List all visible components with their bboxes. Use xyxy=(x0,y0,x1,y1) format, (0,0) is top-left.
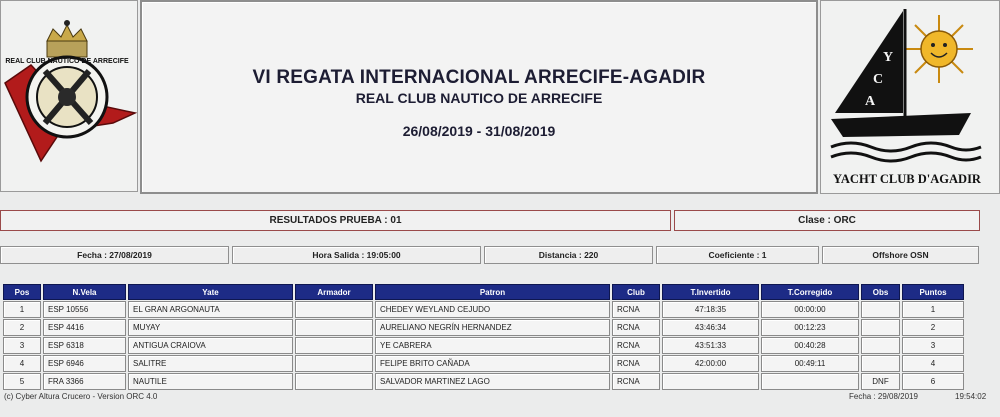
regatta-dates: 26/08/2019 - 31/08/2019 xyxy=(402,123,556,139)
start-date-field xyxy=(0,246,229,264)
cell-owner xyxy=(295,355,373,372)
right-logo-panel xyxy=(820,0,1000,194)
coefficient-field xyxy=(656,246,819,264)
cell-sail-number: ESP 4416 xyxy=(43,319,126,336)
cell-corrected-time: 00:49:11 xyxy=(761,355,859,372)
start-date: Fecha : 27/08/2019 xyxy=(77,250,152,260)
cell-corrected-time: 00:40:28 xyxy=(761,337,859,354)
col-header-elapsed-time[interactable]: T.Invertido xyxy=(662,284,759,300)
cell-corrected-time xyxy=(761,373,859,390)
prueba-label: RESULTADOS PRUEBA : 01 xyxy=(269,215,402,226)
club-name: REAL CLUB NAUTICO DE ARRECIFE xyxy=(355,90,603,106)
class-label: Clase : ORC xyxy=(798,215,856,226)
col-header-corrected-time[interactable]: T.Corregido xyxy=(761,284,859,300)
yacht-club-name: YACHT CLUB D'AGADIR xyxy=(833,172,981,186)
cell-pos: 4 xyxy=(3,355,41,372)
footer-date: Fecha : 29/08/2019 xyxy=(849,392,918,401)
table-row[interactable] xyxy=(3,373,964,390)
cell-sail-number: ESP 6318 xyxy=(43,337,126,354)
distance-field xyxy=(484,246,653,264)
regatta-title-panel xyxy=(140,0,818,194)
result-heading xyxy=(0,210,671,231)
col-header-pos[interactable]: Pos xyxy=(3,284,41,300)
cell-yacht: NAUTILE xyxy=(128,373,293,390)
coefficient: Coeficiente : 1 xyxy=(708,250,767,260)
table-row[interactable] xyxy=(3,355,964,372)
table-row[interactable] xyxy=(3,319,964,336)
cell-obs: DNF xyxy=(861,373,900,390)
sail-letter: A xyxy=(865,94,876,109)
cell-pos: 3 xyxy=(3,337,41,354)
cell-pos: 5 xyxy=(3,373,41,390)
cell-yacht: MUYAY xyxy=(128,319,293,336)
cell-points: 4 xyxy=(902,355,964,372)
cell-skipper: SALVADOR MARTINEZ LAGO xyxy=(375,373,610,390)
cell-obs xyxy=(861,355,900,372)
cell-club: RCNA xyxy=(612,373,660,390)
table-row[interactable] xyxy=(3,301,964,318)
cell-yacht: SALITRE xyxy=(128,355,293,372)
col-header-owner[interactable]: Armador xyxy=(295,284,373,300)
cell-owner xyxy=(295,301,373,318)
table-header-row xyxy=(3,284,964,300)
cell-corrected-time: 00:12:23 xyxy=(761,319,859,336)
regatta-title: VI REGATA INTERNACIONAL ARRECIFE-AGADIR xyxy=(252,67,706,88)
cell-club: RCNA xyxy=(612,301,660,318)
cell-club: RCNA xyxy=(612,355,660,372)
cell-yacht: ANTIGUA CRAIOVA xyxy=(128,337,293,354)
sail-letter: Y xyxy=(883,50,894,65)
cell-points: 2 xyxy=(902,319,964,336)
col-header-club[interactable]: Club xyxy=(612,284,660,300)
cell-owner xyxy=(295,337,373,354)
cell-sail-number: ESP 10556 xyxy=(43,301,126,318)
cell-points: 6 xyxy=(902,373,964,390)
cell-points: 1 xyxy=(902,301,964,318)
cell-owner xyxy=(295,319,373,336)
offshore-field xyxy=(822,246,979,264)
cell-club: RCNA xyxy=(612,337,660,354)
class-heading xyxy=(674,210,980,231)
ring-text: REAL CLUB NAUTICO DE ARRECIFE xyxy=(5,58,129,65)
cell-pos: 2 xyxy=(3,319,41,336)
start-time-field xyxy=(232,246,481,264)
cell-skipper: CHEDEY WEYLAND CEJUDO xyxy=(375,301,610,318)
col-header-sail-number[interactable]: N.Vela xyxy=(43,284,126,300)
cell-skipper: FELIPE BRITO CAÑADA xyxy=(375,355,610,372)
cell-owner xyxy=(295,373,373,390)
cell-sail-number: ESP 6946 xyxy=(43,355,126,372)
cell-obs xyxy=(861,319,900,336)
sail-letter: C xyxy=(873,72,884,87)
sailboat-sun-icon xyxy=(821,1,999,193)
offshore: Offshore OSN xyxy=(872,250,929,260)
cell-corrected-time: 00:00:00 xyxy=(761,301,859,318)
col-header-yacht[interactable]: Yate xyxy=(128,284,293,300)
col-header-skipper[interactable]: Patron xyxy=(375,284,610,300)
left-logo-panel xyxy=(0,0,138,192)
cell-obs xyxy=(861,301,900,318)
col-header-obs[interactable]: Obs xyxy=(861,284,900,300)
cell-sail-number: FRA 3366 xyxy=(43,373,126,390)
cell-obs xyxy=(861,337,900,354)
col-header-points[interactable]: Puntos xyxy=(902,284,964,300)
results-table xyxy=(1,283,966,391)
cell-pos: 1 xyxy=(3,301,41,318)
cell-points: 3 xyxy=(902,337,964,354)
cell-elapsed-time: 47:18:35 xyxy=(662,301,759,318)
cell-elapsed-time xyxy=(662,373,759,390)
cell-elapsed-time: 43:46:34 xyxy=(662,319,759,336)
footer-time: 19:54:02 xyxy=(955,392,987,401)
cell-yacht: EL GRAN ARGONAUTA xyxy=(128,301,293,318)
footer-copyright: (c) Cyber Altura Crucero - Version ORC 4.0 xyxy=(4,392,158,401)
distance: Distancia : 220 xyxy=(538,250,599,260)
cell-elapsed-time: 42:00:00 xyxy=(662,355,759,372)
cell-skipper: YE CABRERA xyxy=(375,337,610,354)
table-row[interactable] xyxy=(3,337,964,354)
cell-club: RCNA xyxy=(612,319,660,336)
club-crest-icon xyxy=(1,1,137,191)
start-time: Hora Salida : 19:05:00 xyxy=(312,250,401,260)
cell-elapsed-time: 43:51:33 xyxy=(662,337,759,354)
cell-skipper: AURELIANO NEGRÍN HERNANDEZ xyxy=(375,319,610,336)
